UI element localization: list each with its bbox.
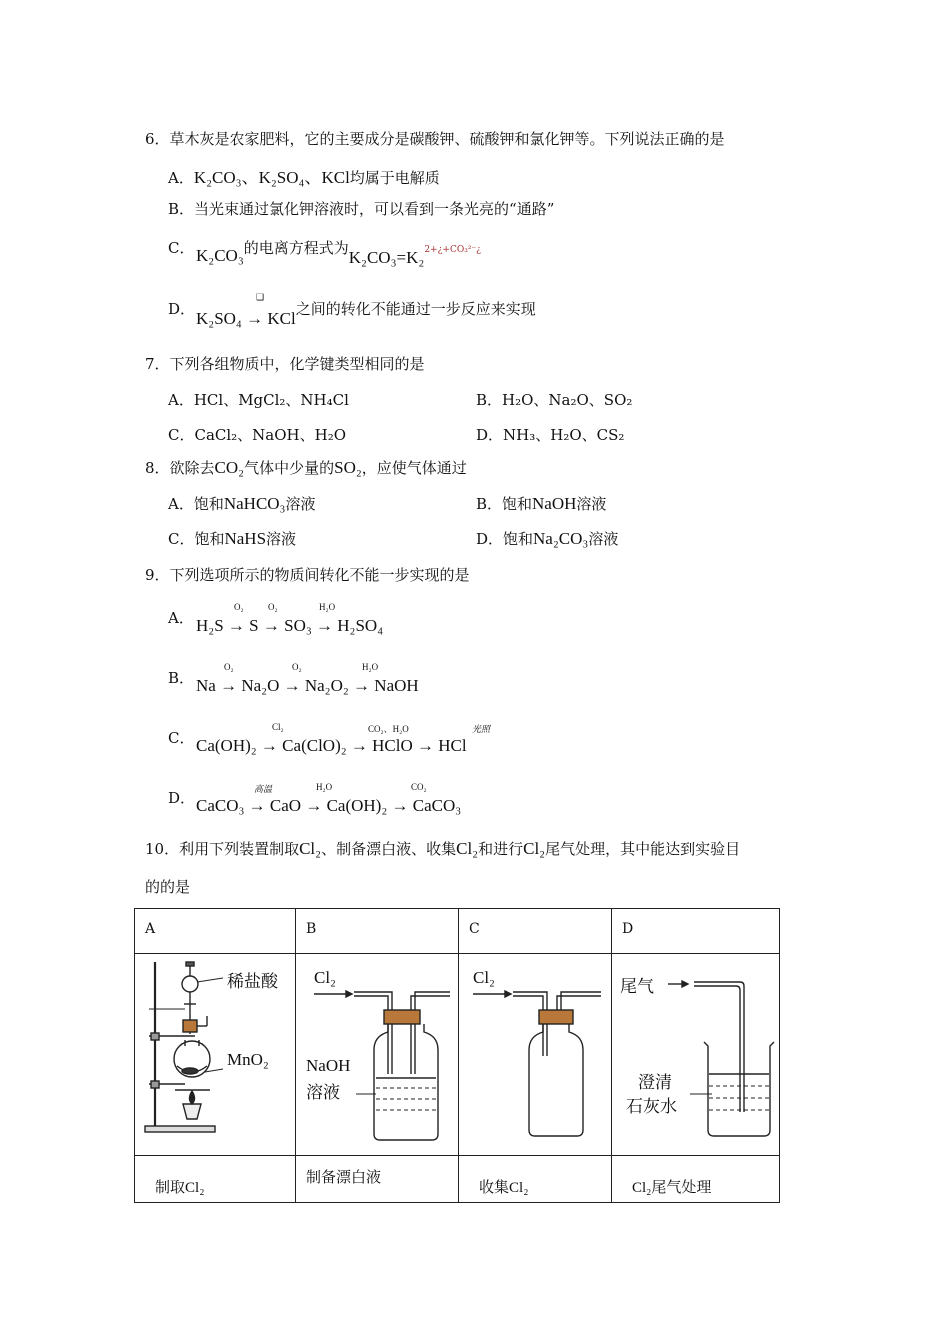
formula: K₂CO₃=K₂ [348, 248, 425, 267]
formula: K₂CO₃ [196, 246, 244, 265]
solution-label: 溶液 [306, 1083, 340, 1103]
clear-label: 澄清 [638, 1073, 672, 1093]
stem-text: ，应使气体通过 [361, 459, 467, 477]
limewater-label: 石灰水 [626, 1097, 677, 1117]
stem-text: 和进行 [478, 840, 524, 858]
formula: Cl₂ [632, 1180, 652, 1196]
q10-stem-line1 [145, 838, 740, 859]
formula: Cl₂ [523, 839, 546, 858]
condition: H₂O [319, 602, 336, 612]
header-d [612, 909, 780, 954]
option-text: D．饱和 [476, 530, 534, 548]
option-text: 之间的转化不能通过一步反应来实现 [295, 300, 536, 318]
caption [145, 1168, 205, 1196]
q8-option-c [168, 528, 296, 549]
header-b [296, 909, 459, 954]
condition: H₂O [362, 662, 379, 672]
tail-gas-label: 尾气 [620, 977, 654, 997]
q6-option-c-body [196, 237, 482, 267]
option-text: A．饱和 [168, 495, 224, 513]
apparatus-b [296, 954, 459, 1156]
footer-c [459, 1156, 612, 1203]
option-text: B．饱和 [476, 495, 533, 513]
formula: NaHS [224, 529, 267, 548]
condition: O₂ [234, 602, 244, 612]
q9-stem: 9．下列选项所示的物质间转化不能一步实现的是 [145, 566, 470, 584]
condition: O₂ [268, 602, 278, 612]
option-text: 溶液 [285, 495, 316, 513]
q6-option-d [168, 298, 195, 319]
mno2-label: MnO₂ [227, 1050, 269, 1069]
q7-option-b: B．H₂O、Na₂O、SO₂ [476, 391, 633, 409]
option-label: D． [168, 300, 196, 318]
formula: CO₂ [214, 458, 245, 477]
stem-text: 气体中少量的 [244, 459, 335, 477]
caption-text: 收集 [479, 1178, 510, 1196]
formula: K₂SO₄ → KCl [196, 309, 296, 328]
q6-option-d-body [196, 293, 536, 328]
apparatus-table [134, 908, 780, 1203]
garbled-ion-text: 2+¿+CO₃²⁻¿ [424, 245, 482, 255]
q6-stem: 6．草木灰是农家肥料，它的主要成分是碳酸钾、硫酸钾和氯化钾等。下列说法正确的是 [145, 130, 725, 148]
q6-option-b: B．当光束通过氯化钾溶液时，可以看到一条光亮的“通路” [168, 200, 555, 218]
option-text: 均属于电解质 [349, 169, 440, 187]
q9-option-a-chain: H₂S → S → SO₃ → H₂SO₄ [196, 616, 384, 635]
header-label: A [145, 921, 156, 937]
footer-b [296, 1156, 459, 1203]
option-label: A． [168, 169, 194, 187]
footer-a [135, 1156, 296, 1203]
condition: O₂ [292, 662, 302, 672]
hydrochloric-acid-label: 稀盐酸 [227, 972, 278, 992]
formula: NaOH [532, 494, 577, 513]
condition: CO₂、H₂O [368, 724, 409, 734]
q8-option-b [476, 493, 606, 514]
apparatus-a [135, 954, 296, 1156]
q6-option-c [168, 237, 194, 258]
header-a [135, 909, 296, 954]
formula: Cl₂ [185, 1180, 205, 1196]
header-label: D [622, 921, 634, 937]
q6-option-a [168, 163, 440, 188]
header-label: C [469, 921, 480, 937]
caption [469, 1168, 529, 1196]
caption [622, 1168, 712, 1196]
chlorine-label: Cl₂ [473, 968, 495, 987]
option-text: C．饱和 [168, 530, 225, 548]
condition: H₂O [316, 782, 333, 792]
q7-option-c: C．CaCl₂、NaOH、H₂O [168, 426, 347, 444]
footer-d [612, 1156, 780, 1203]
formula: Cl₂ [509, 1180, 529, 1196]
option-label: C． [168, 239, 195, 257]
q7-option-d: D．NH₃、H₂O、CS₂ [476, 426, 625, 444]
stem-text: 8．欲除去 [145, 459, 215, 477]
q7-option-a: A．HCl、MgCl₂、NH₄Cl [168, 391, 349, 409]
stem-text: 、制备漂白液、收集 [321, 840, 457, 858]
apparatus-c [459, 954, 612, 1156]
header-label: B [306, 921, 317, 937]
q9-option-d-label: D． [168, 789, 196, 807]
formula: Na₂CO₃ [533, 529, 589, 548]
q8-option-a [168, 493, 316, 514]
q8-stem [145, 457, 467, 478]
q9-option-a-label: A． [168, 609, 194, 627]
caption-text: 尾气处理 [651, 1178, 712, 1196]
option-text: 溶液 [576, 495, 607, 513]
q7-stem: 7．下列各组物质中，化学键类型相同的是 [145, 355, 425, 373]
q9-option-b-chain: Na → Na₂O → Na₂O₂ → NaOH [196, 676, 419, 695]
q9-option-c-label: C． [168, 729, 195, 747]
condition: CO₂ [411, 782, 427, 792]
placeholder-box-icon: ❑ [256, 293, 265, 303]
apparatus-d [612, 954, 780, 1156]
q9-option-c-chain: Ca(OH)₂ → Ca(ClO)₂ → HClO → HCl [196, 736, 467, 755]
q10-stem-line2: 的的是 [145, 878, 191, 896]
caption: 制备漂白液 [306, 1168, 382, 1186]
formula: Cl₂ [299, 839, 322, 858]
q9-option-d-chain: CaCO₃ → CaO → Ca(OH)₂ → CaCO₃ [196, 796, 462, 815]
naoh-label: NaOH [306, 1056, 351, 1075]
stem-text: 尾气处理，其中能达到实验目 [545, 840, 741, 858]
option-text: 的电离方程式为 [243, 239, 349, 257]
formula: Cl₂ [456, 839, 479, 858]
q8-option-d [476, 528, 618, 549]
q9-option-b-label: B． [168, 669, 195, 687]
condition: 光照 [472, 724, 491, 734]
formula: NaHCO₃ [223, 494, 286, 513]
caption-text: 制取 [155, 1178, 186, 1196]
option-text: 溶液 [266, 530, 297, 548]
stem-text: 10．利用下列装置制取 [145, 840, 300, 858]
condition: 高温 [254, 784, 273, 794]
header-c [459, 909, 612, 954]
option-text: 溶液 [588, 530, 619, 548]
condition: Cl₂ [272, 722, 284, 732]
formula: SO₂ [334, 458, 362, 477]
chlorine-label: Cl₂ [314, 968, 336, 987]
condition: O₂ [224, 662, 234, 672]
formula: K₂CO₃、K₂SO₄、KCl [193, 168, 350, 187]
